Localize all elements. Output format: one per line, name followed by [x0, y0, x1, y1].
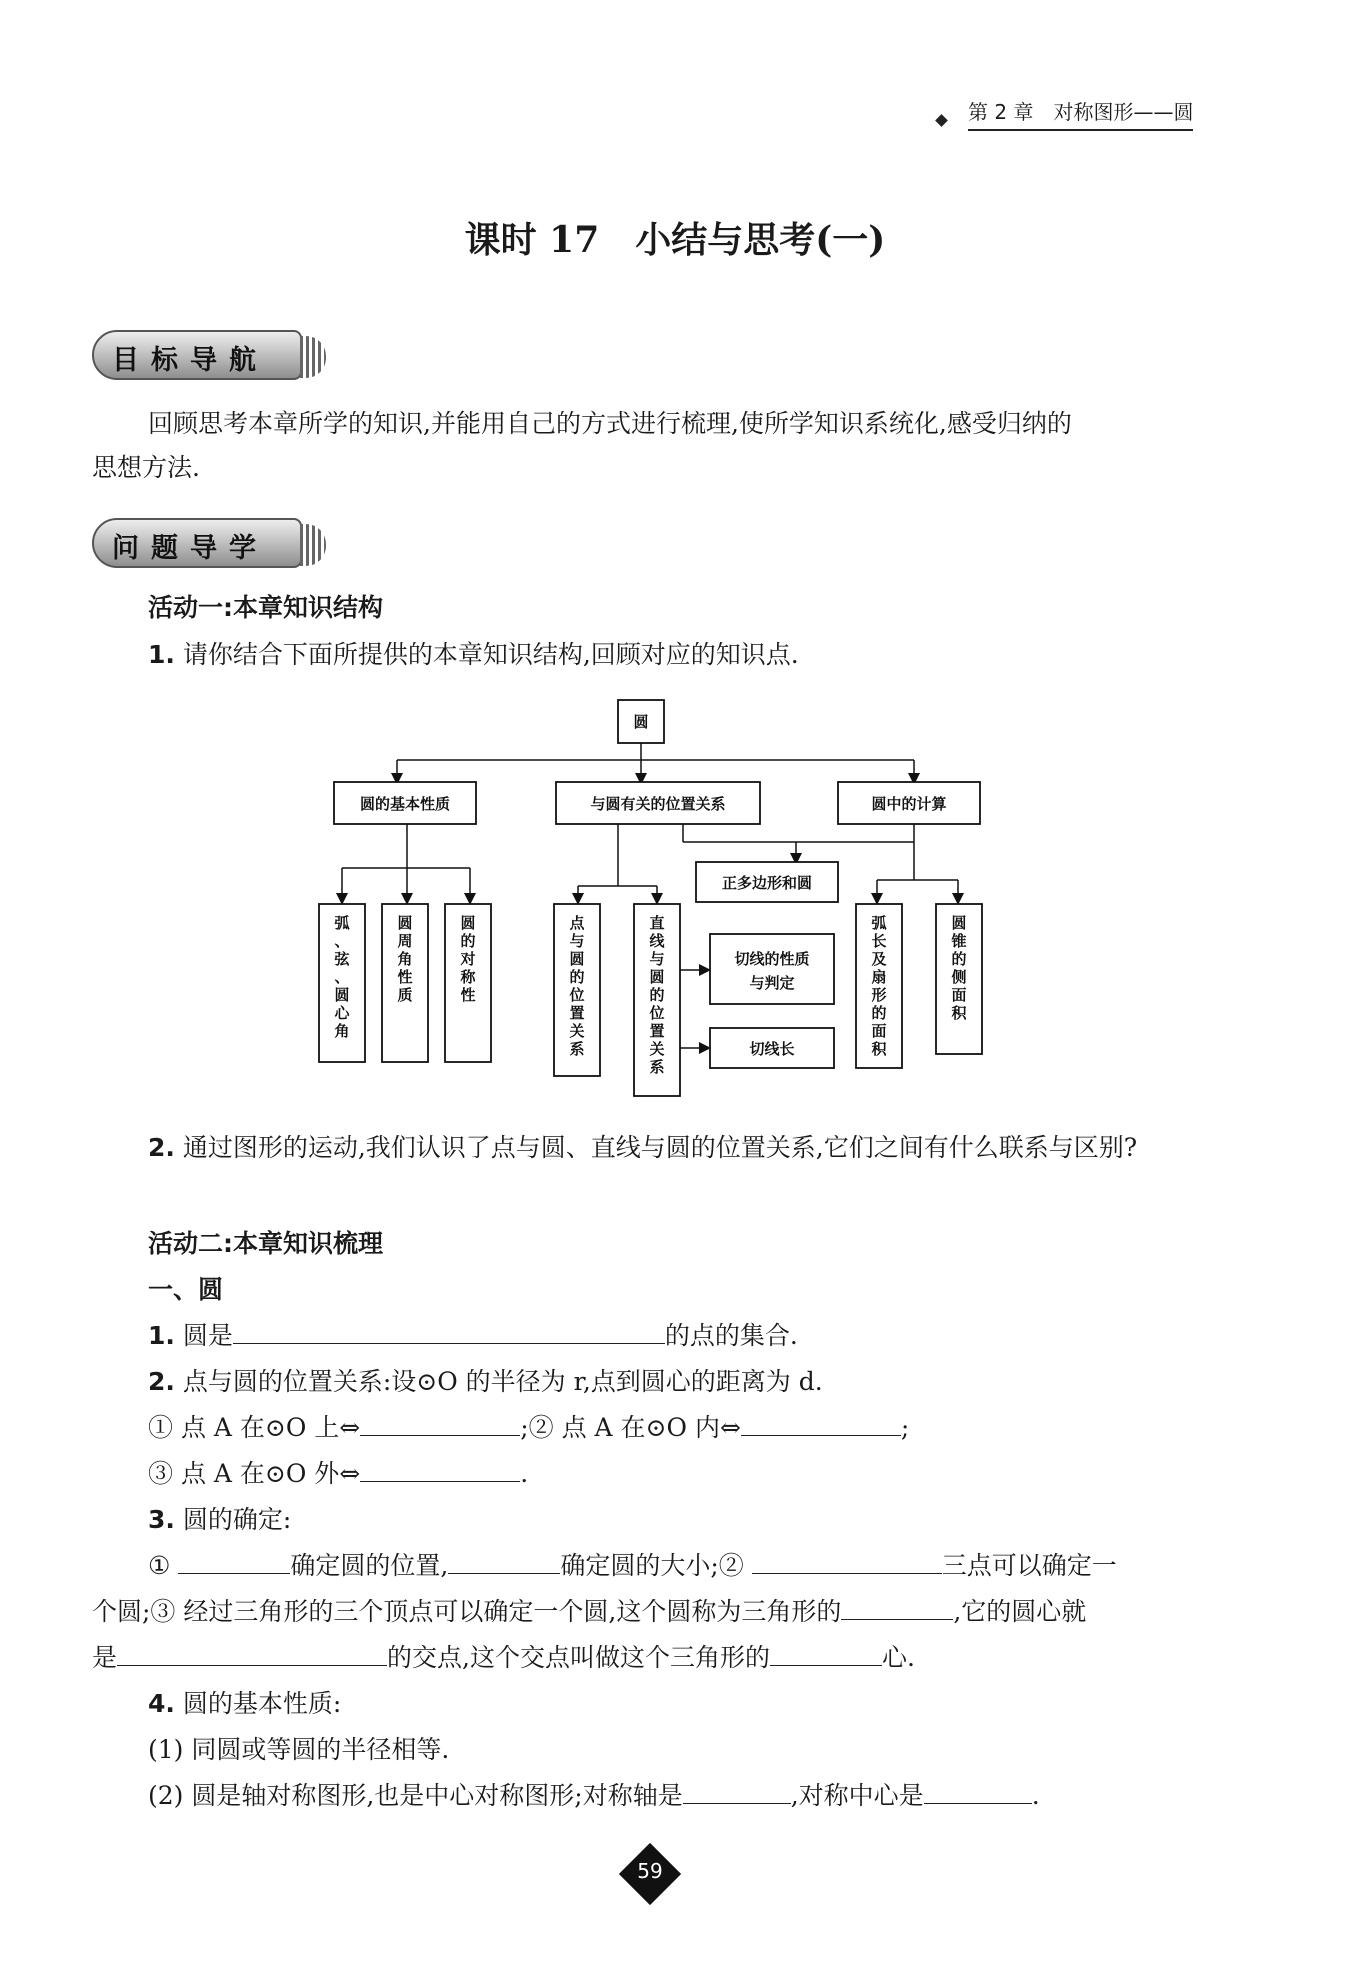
activity1-title: 活动一:本章知识结构: [148, 593, 383, 622]
question-number: 4.: [148, 1689, 175, 1718]
a2-question3-line3: [92, 1636, 915, 1680]
diagram-root-label: 圆: [633, 713, 649, 731]
activity2-title: 活动二:本章知识梳理: [148, 1229, 383, 1258]
q3-l3-c: 心.: [881, 1643, 915, 1672]
a2-question3-line2: [92, 1590, 1086, 1634]
diagram-polygon-label: 正多边形和圆: [721, 874, 813, 892]
problem-badge: [92, 518, 302, 568]
a2-question4-item2: [148, 1774, 1040, 1818]
fill-blank[interactable]: [178, 1545, 290, 1574]
problem-badge-label: 问题导学: [112, 533, 268, 564]
diagram-polygon-box: [696, 862, 838, 902]
diagram-tangent-prop-line2: 与判定: [749, 974, 795, 992]
question-text: 通过图形的运动,我们认识了点与圆、直线与圆的位置关系,它们之间有什么联系与区别?: [182, 1133, 1138, 1162]
page-number: 59: [637, 1859, 663, 1883]
fill-blank[interactable]: [841, 1591, 953, 1620]
diagram-leaf-inscribed: [382, 904, 428, 1062]
diagram-leaf-arc-length: [856, 904, 902, 1068]
header-diamond-icon: [935, 114, 948, 127]
diagram-leaf-arc-length-label: 弧长及扇形的面积: [871, 914, 887, 1058]
q1-text-a: 圆是: [182, 1321, 233, 1350]
q3-l3-a: 是: [92, 1643, 118, 1672]
fill-blank[interactable]: [117, 1637, 387, 1666]
diagram-leaf-symmetry-label: 圆的对称性: [460, 914, 476, 1004]
q3-l3-b: 的交点,这个交点叫做这个三角形的: [387, 1643, 770, 1672]
q2-l1-c: ;: [900, 1413, 910, 1442]
diagram-leaf-arc: [319, 904, 365, 1062]
diagram-basic-label: 圆的基本性质: [359, 795, 451, 813]
q3-text: 圆的确定:: [182, 1505, 292, 1534]
goal-badge: [92, 330, 302, 380]
diagram-position-label: 与圆有关的位置关系: [590, 795, 726, 813]
goal-text-line2: 思想方法.: [92, 453, 200, 482]
a2-question3: [148, 1498, 291, 1542]
a2-question3-line1: [148, 1544, 1117, 1588]
fill-blank[interactable]: [741, 1407, 901, 1436]
question-number: 2.: [148, 1367, 175, 1396]
diagram-leaf-cone: [936, 904, 982, 1054]
a2-question4: [148, 1682, 341, 1726]
a2-question4-item1: (1) 同圆或等圆的半径相等.: [148, 1735, 450, 1764]
fill-blank[interactable]: [924, 1775, 1032, 1804]
q2-l1-b: ;② 点 A 在⊙O 内⇔: [520, 1413, 741, 1442]
diagram-calc-box: [838, 782, 980, 824]
diagram-tangent-prop-line1: 切线的性质: [734, 950, 810, 968]
a2-question2-line1: [148, 1406, 909, 1450]
diagram-root-box: [618, 700, 664, 743]
q2-l1-a: ① 点 A 在⊙O 上⇔: [148, 1413, 361, 1442]
activity1-question1: [148, 633, 799, 677]
q2-l2-a: ③ 点 A 在⊙O 外⇔: [148, 1459, 361, 1488]
a2-question2: [148, 1360, 823, 1404]
question-number: 2.: [148, 1133, 175, 1162]
knowledge-structure-diagram: [300, 690, 1000, 1110]
activity2-subtitle: 一、圆: [148, 1275, 224, 1304]
diagram-leaf-line-circle-label: 直线与圆的位置关系: [649, 914, 665, 1076]
diagram-tangent-prop-box: [710, 934, 834, 1004]
diagram-position-box: [556, 782, 760, 824]
q3-l2-a: 个圆;③ 经过三角形的三个顶点可以确定一个圆,这个圆称为三角形的: [92, 1597, 842, 1626]
lesson-title: 课时 17 小结与思考(一): [464, 219, 886, 261]
fill-blank[interactable]: [233, 1315, 665, 1344]
diagram-leaf-symmetry: [445, 904, 491, 1062]
badge-stripes-icon: [300, 336, 326, 378]
q3-l2-b: ,它的圆心就: [953, 1597, 1087, 1626]
question-number: 1.: [148, 1321, 175, 1350]
diagram-tangent-len-label: 切线长: [749, 1040, 795, 1058]
diagram-leaf-point-circle-label: 点与圆的位置关系: [569, 914, 585, 1058]
diagram-leaf-arc-label: 弧、弦、圆心角: [334, 914, 350, 1040]
q4-2-b: ,对称中心是: [790, 1781, 924, 1810]
q3-l1-a: ①: [148, 1551, 171, 1580]
q3-l1-c: 确定圆的大小;②: [560, 1551, 744, 1580]
fill-blank[interactable]: [360, 1453, 520, 1482]
badge-stripes-icon: [300, 524, 326, 566]
chapter-header: 第 2 章 对称图形——圆: [968, 96, 1193, 131]
q2-l2-b: .: [520, 1459, 529, 1488]
q4-2-a: (2) 圆是轴对称图形,也是中心对称图形;对称轴是: [148, 1781, 683, 1810]
fill-blank[interactable]: [683, 1775, 791, 1804]
diagram-tangent-len-box: [710, 1028, 834, 1068]
diagram-leaf-inscribed-label: 圆周角性质: [397, 914, 413, 1004]
fill-blank[interactable]: [448, 1545, 560, 1574]
q1-text-b: 的点的集合.: [664, 1321, 798, 1350]
q2-text: 点与圆的位置关系:设⊙O 的半径为 r,点到圆心的距离为 d.: [182, 1367, 823, 1396]
diagram-leaf-point-circle: [554, 904, 600, 1076]
diagram-calc-label: 圆中的计算: [871, 795, 947, 813]
question-number: 3.: [148, 1505, 175, 1534]
q3-l1-d: 三点可以确定一: [941, 1551, 1117, 1580]
a2-question2-line2: [148, 1452, 528, 1496]
question-text: 请你结合下面所提供的本章知识结构,回顾对应的知识点.: [182, 640, 799, 669]
fill-blank[interactable]: [752, 1545, 942, 1574]
q4-text: 圆的基本性质:: [182, 1689, 342, 1718]
q3-l1-b: 确定圆的位置,: [290, 1551, 449, 1580]
activity1-question2: [148, 1126, 1137, 1170]
q4-2-c: .: [1031, 1781, 1040, 1810]
diagram-basic-box: [334, 782, 476, 824]
goal-badge-label: 目标导航: [112, 345, 268, 376]
fill-blank[interactable]: [360, 1407, 520, 1436]
diagram-leaf-cone-label: 圆锥的侧面积: [951, 914, 967, 1022]
a2-question1: [148, 1314, 798, 1358]
fill-blank[interactable]: [770, 1637, 882, 1666]
question-number: 1.: [148, 640, 175, 669]
diagram-leaf-line-circle: [634, 904, 680, 1096]
goal-text-line1: 回顾思考本章所学的知识,并能用自己的方式进行梳理,使所学知识系统化,感受归纳的: [148, 409, 1072, 438]
